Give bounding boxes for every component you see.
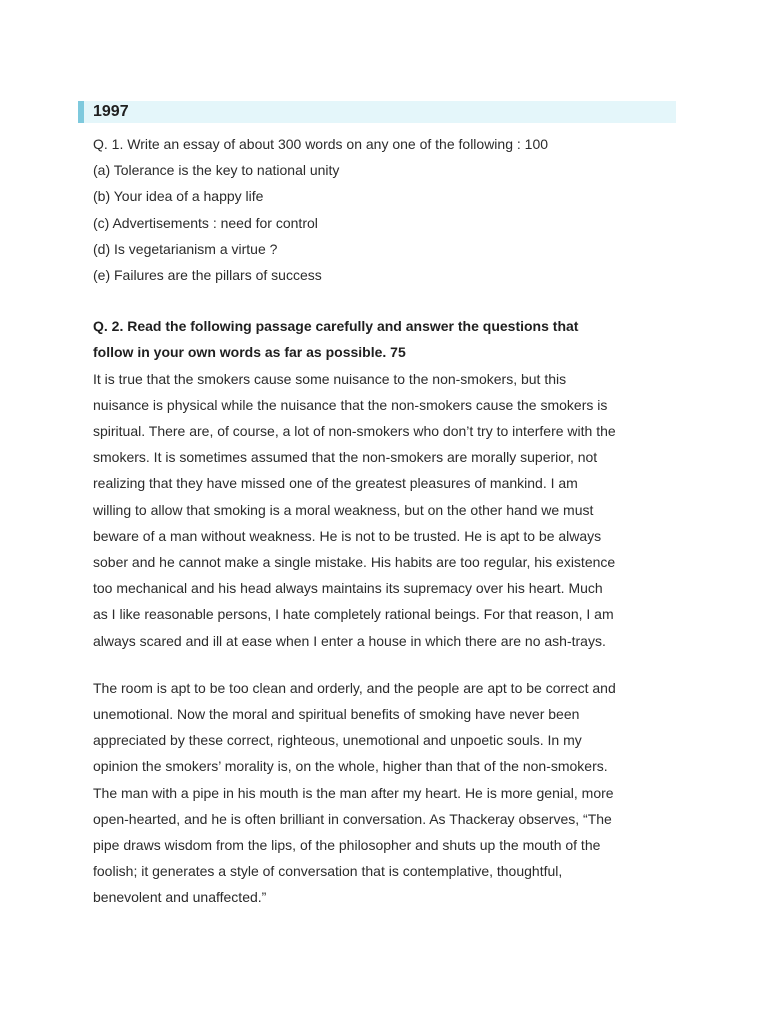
- passage-line: appreciated by these correct, righteous, unemotional and unpoetic souls. In my: [93, 732, 582, 749]
- passage-line: willing to allow that smoking is a moral weakness, but on the other hand we must: [93, 501, 594, 518]
- question-1: [93, 131, 683, 288]
- passage-line: foolish; it generates a style of conversation that is contemplative, thoughtful,: [93, 863, 563, 880]
- section-marker: [78, 101, 84, 123]
- passage-line: spiritual. There are, of course, a lot of non-smokers who don’t try to interfere with the: [93, 423, 616, 440]
- passage-line: pipe draws wisdom from the lips, of the philosopher and shuts up the mouth of the: [93, 837, 601, 854]
- passage-paragraph-1: [93, 366, 683, 654]
- passage-line: beware of a man without weakness. He is not to be trusted. He is apt to be always: [93, 527, 602, 544]
- passage-line: nuisance is physical while the nuisance that the non-smokers cause the smokers is: [93, 396, 608, 413]
- passage-line: unemotional. Now the moral and spiritual benefits of smoking have never been: [93, 706, 580, 723]
- question-1-option: (d) Is vegetarianism a virtue ?: [93, 240, 278, 257]
- passage-line: benevolent and unaffected.”: [93, 889, 267, 906]
- passage-line: smokers. It is sometimes assumed that the non-smokers are morally superior, not: [93, 449, 598, 466]
- passage-line: open-hearted, and he is often brilliant in conversation. As Thackeray observes, “The: [93, 810, 612, 827]
- passage-line: The room is apt to be too clean and orderly, and the people are apt to be correct and: [93, 679, 616, 696]
- passage-line: realizing that they have missed one of the greatest pleasures of mankind. I am: [93, 475, 578, 492]
- year-section-header: [78, 101, 676, 123]
- passage-line: as I like reasonable persons, I hate completely rational beings. For that reason, I am: [93, 606, 614, 623]
- passage-line: It is true that the smokers cause some nuisance to the non-smokers, but this: [93, 370, 567, 387]
- document-body: [93, 131, 683, 911]
- question-2-heading: [93, 313, 683, 365]
- heading-line: Q. 2. Read the following passage carefully and answer the questions that: [93, 318, 579, 335]
- passage-line: too mechanical and his head always maintains its supremacy over his heart. Much: [93, 580, 603, 597]
- question-1-option: (c) Advertisements : need for control: [93, 214, 318, 231]
- heading-line: follow in your own words as far as possible. 75: [93, 344, 406, 361]
- question-1-option: (a) Tolerance is the key to national unity: [93, 162, 340, 179]
- section-year: 1997: [93, 103, 129, 120]
- passage-line: The man with a pipe in his mouth is the man after my heart. He is more genial, more: [93, 784, 614, 801]
- question-1-option: (e) Failures are the pillars of success: [93, 267, 322, 284]
- question-1-prompt: Q. 1. Write an essay of about 300 words on any one of the following : 100: [93, 136, 549, 152]
- passage-line: opinion the smokers’ morality is, on the whole, higher than that of the non-smokers.: [93, 758, 608, 775]
- passage-line: always scared and ill at ease when I enter a house in which there are no ash-trays.: [93, 632, 606, 649]
- question-1-option: (b) Your idea of a happy life: [93, 188, 264, 205]
- passage-line: sober and he cannot make a single mistake. His habits are too regular, his existence: [93, 554, 616, 571]
- passage-paragraph-2: [93, 675, 683, 911]
